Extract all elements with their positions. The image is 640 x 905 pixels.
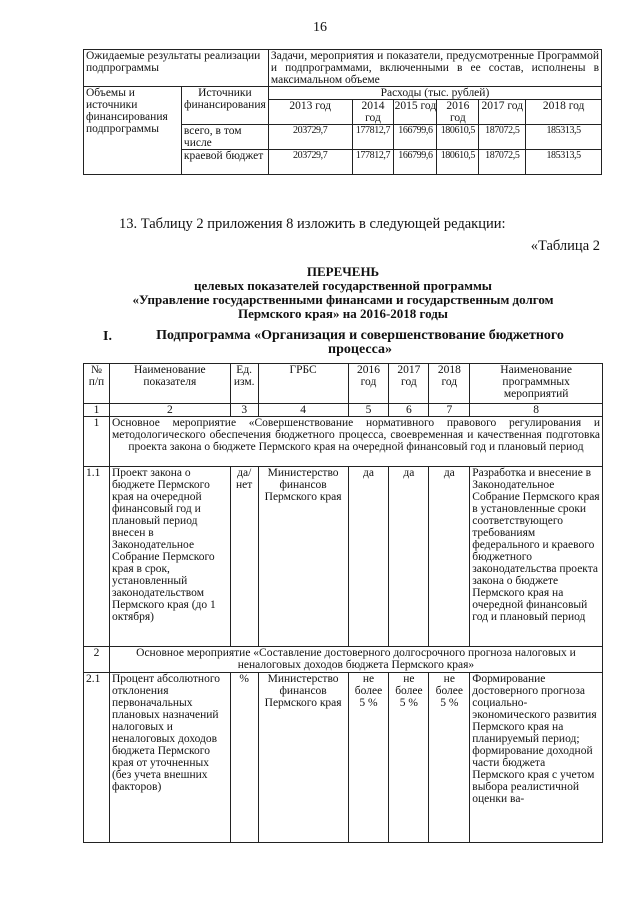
source-cell: всего, в том числе	[181, 125, 268, 150]
title-line: целевых показателей государственной программы	[194, 278, 492, 293]
year-header: 2017 год	[479, 100, 526, 125]
year-header: 2016 год	[437, 100, 479, 125]
subprogram-title-line: Подпрограмма «Организация и совершенствование бюджетного	[156, 328, 564, 343]
column-number: 4	[258, 404, 348, 417]
header-cell: Наименование показателя	[109, 364, 230, 404]
header-cell: 2018 год	[429, 364, 470, 404]
value-cell: 166799,6	[394, 150, 437, 175]
column-number: 1	[84, 404, 110, 417]
value-2017: не более 5 %	[389, 673, 429, 843]
section-row: Основное мероприятие «Составление достоверного долгосрочного прогноза налоговых и неналоговых доходов бюджета Пермского края»	[109, 647, 602, 673]
financing-table	[83, 49, 602, 175]
indicators-table	[83, 363, 603, 843]
value-cell: 177812,7	[352, 150, 394, 175]
row-number: 2	[84, 647, 110, 673]
value-2018: да	[429, 467, 470, 647]
unit-cell: %	[230, 673, 258, 843]
column-number: 8	[470, 404, 603, 417]
year-header: 2015 год	[394, 100, 437, 125]
value-cell: 185313,5	[526, 125, 602, 150]
source-cell: краевой бюджет	[181, 150, 268, 175]
subprogram-title-line: процесса»	[328, 342, 392, 357]
header-cell: 2017 год	[389, 364, 429, 404]
year-header: 2014 год	[352, 100, 394, 125]
title-line: Пермского края» на 2016-2018 годы	[238, 306, 448, 321]
grbs-cell: Министерство финансов Пермского края	[258, 673, 348, 843]
column-number: 3	[230, 404, 258, 417]
column-number: 5	[348, 404, 389, 417]
indicator-name: Проект закона о бюджете Пермского края на очередной финансовый год и плановый период внесен в Законодательное Собрание Пермского края в срок, установленный законодательством Пермского края (до 1 октября)	[109, 467, 230, 647]
value-2018: не более 5 %	[429, 673, 470, 843]
table-reference: «Таблица 2	[530, 238, 600, 254]
expected-results-label: Ожидаемые результаты реализации подпрограммы	[84, 50, 269, 87]
grbs-cell: Министерство финансов Пермского края	[258, 467, 348, 647]
value-cell: 177812,7	[352, 125, 394, 150]
volumes-label: Объемы и источники финансирования подпрограммы	[84, 87, 182, 175]
value-cell: 180610,5	[437, 125, 479, 150]
page-number: 16	[313, 20, 327, 35]
value-2017: да	[389, 467, 429, 647]
value-cell: 166799,6	[394, 125, 437, 150]
header-cell: ГРБС	[258, 364, 348, 404]
row-number: 2.1	[84, 673, 110, 843]
unit-cell: да/ нет	[230, 467, 258, 647]
section-row: Основное мероприятие «Совершенствование нормативного правового регулирования и методологического обеспечения бюджетного процесса, своевременная и качественная подготовка проекта закона о бюджете Пермского края на очередной финансовый год и плановый период	[109, 417, 602, 467]
document-title	[83, 265, 603, 321]
title-line: ПЕРЕЧЕНЬ	[306, 264, 380, 279]
value-cell: 203729,7	[268, 125, 352, 150]
value-cell: 187072,5	[479, 150, 526, 175]
activity-cell: Формирование достоверного прогноза социально-экономического развития Пермского края на планируемый период; формирование доходной части бюджета Пермского края с учетом выбора реалистичной оценки ва-	[470, 673, 603, 843]
column-number: 7	[429, 404, 470, 417]
value-cell: 187072,5	[479, 125, 526, 150]
header-cell: № п/п	[84, 364, 110, 404]
header-cell: Ед. изм.	[230, 364, 258, 404]
title-line: «Управление государственными финансами и государственным долгом	[132, 292, 554, 307]
row-number: 1.1	[84, 467, 110, 647]
sources-label: Источники финансирования	[181, 87, 268, 125]
subprogram-number: I.	[103, 329, 112, 344]
expected-results-text: Задачи, мероприятия и показатели, предусмотренные Программой и подпрограммами, включенными в ее состав, исполнены в максимальном объеме	[268, 50, 601, 87]
value-cell: 180610,5	[437, 150, 479, 175]
value-cell: 203729,7	[268, 150, 352, 175]
value-2016: не более 5 %	[348, 673, 389, 843]
activity-cell: Разработка и внесение в Законодательное Собрание Пермского края в установленные сроки соответствующего требованиям федерального и краевого бюджетного законодательства проекта закона о бюджете Пермского края на очередной финансовый год и плановый период	[470, 467, 603, 647]
header-cell: 2016 год	[348, 364, 389, 404]
subprogram-title	[140, 329, 580, 357]
header-cell: Наименование программных мероприятий	[470, 364, 603, 404]
value-cell: 185313,5	[526, 150, 602, 175]
value-2016: да	[348, 467, 389, 647]
column-number: 6	[389, 404, 429, 417]
year-header: 2013 год	[268, 100, 352, 125]
expenses-label: Расходы (тыс. рублей)	[268, 87, 601, 100]
row-number: 1	[84, 417, 110, 467]
indicator-name: Процент абсолютного отклонения первоначальных плановых назначений налоговых и неналоговых доходов бюджета Пермского края от уточненных (без учета внешних факторов)	[109, 673, 230, 843]
column-number: 2	[109, 404, 230, 417]
instruction-text: 13. Таблицу 2 приложения 8 изложить в следующей редакции:	[119, 216, 506, 232]
year-header: 2018 год	[526, 100, 602, 125]
